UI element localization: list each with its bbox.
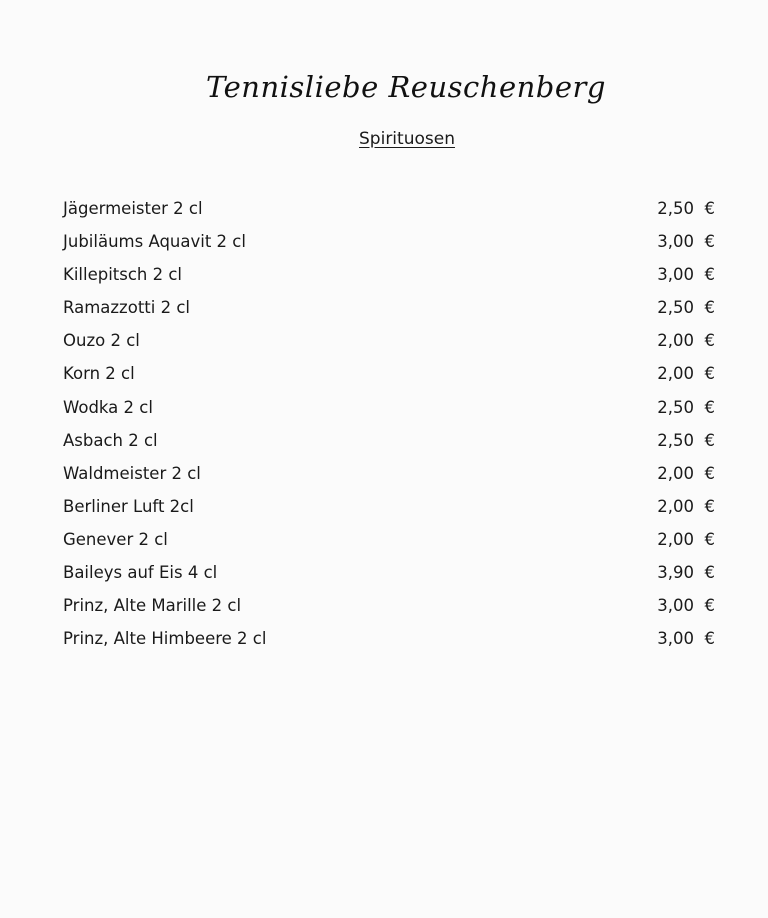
list-item bbox=[63, 622, 718, 655]
item-name: Asbach 2 cl bbox=[63, 430, 158, 450]
item-name: Waldmeister 2 cl bbox=[63, 463, 201, 483]
item-name: Wodka 2 cl bbox=[63, 397, 153, 417]
currency-symbol: € bbox=[704, 331, 715, 351]
list-item bbox=[63, 589, 718, 622]
currency-symbol: € bbox=[704, 596, 715, 616]
list-item bbox=[63, 192, 718, 225]
item-price: 3,00 bbox=[657, 265, 694, 285]
item-name: Baileys auf Eis 4 cl bbox=[63, 563, 218, 583]
item-price: 2,00 bbox=[657, 496, 694, 516]
currency-symbol: € bbox=[704, 364, 715, 384]
item-name: Berliner Luft 2cl bbox=[63, 496, 194, 516]
price-list bbox=[63, 192, 718, 655]
currency-symbol: € bbox=[704, 529, 715, 549]
item-price: 2,50 bbox=[657, 298, 694, 318]
item-name: Ramazzotti 2 cl bbox=[63, 298, 190, 318]
list-item bbox=[63, 391, 718, 424]
item-name: Ouzo 2 cl bbox=[63, 331, 140, 351]
item-price: 2,50 bbox=[657, 199, 694, 218]
currency-symbol: € bbox=[704, 430, 715, 450]
item-price: 3,00 bbox=[657, 629, 694, 649]
item-price: 2,00 bbox=[657, 463, 694, 483]
item-price: 2,50 bbox=[657, 430, 694, 450]
list-item bbox=[63, 258, 718, 291]
list-item bbox=[63, 556, 718, 589]
item-name: Killepitsch 2 cl bbox=[63, 265, 183, 285]
item-price: 3,00 bbox=[657, 232, 694, 252]
section-heading: Spirituosen bbox=[359, 129, 455, 149]
list-item bbox=[63, 291, 718, 324]
list-item bbox=[63, 324, 718, 357]
item-name: Jägermeister 2 cl bbox=[63, 199, 203, 218]
list-item bbox=[63, 457, 718, 490]
currency-symbol: € bbox=[704, 199, 715, 218]
item-price: 3,90 bbox=[657, 563, 694, 583]
list-item bbox=[63, 424, 718, 457]
list-item bbox=[63, 357, 718, 390]
item-price: 2,00 bbox=[657, 331, 694, 351]
item-name: Korn 2 cl bbox=[63, 364, 135, 384]
list-item bbox=[63, 225, 718, 258]
item-name: Prinz, Alte Himbeere 2 cl bbox=[63, 629, 267, 649]
page-title: Tennisliebe Reuschenberg bbox=[206, 70, 606, 104]
list-item bbox=[63, 523, 718, 556]
currency-symbol: € bbox=[704, 463, 715, 483]
item-price: 3,00 bbox=[657, 596, 694, 616]
item-name: Jubiläums Aquavit 2 cl bbox=[63, 232, 246, 252]
currency-symbol: € bbox=[704, 265, 715, 285]
currency-symbol: € bbox=[704, 563, 715, 583]
currency-symbol: € bbox=[704, 298, 715, 318]
currency-symbol: € bbox=[704, 397, 715, 417]
item-price: 2,00 bbox=[657, 529, 694, 549]
item-name: Genever 2 cl bbox=[63, 529, 168, 549]
currency-symbol: € bbox=[704, 232, 715, 252]
currency-symbol: € bbox=[704, 496, 715, 516]
list-item bbox=[63, 490, 718, 523]
item-price: 2,50 bbox=[657, 397, 694, 417]
item-price: 2,00 bbox=[657, 364, 694, 384]
item-name: Prinz, Alte Marille 2 cl bbox=[63, 596, 242, 616]
currency-symbol: € bbox=[704, 629, 715, 649]
